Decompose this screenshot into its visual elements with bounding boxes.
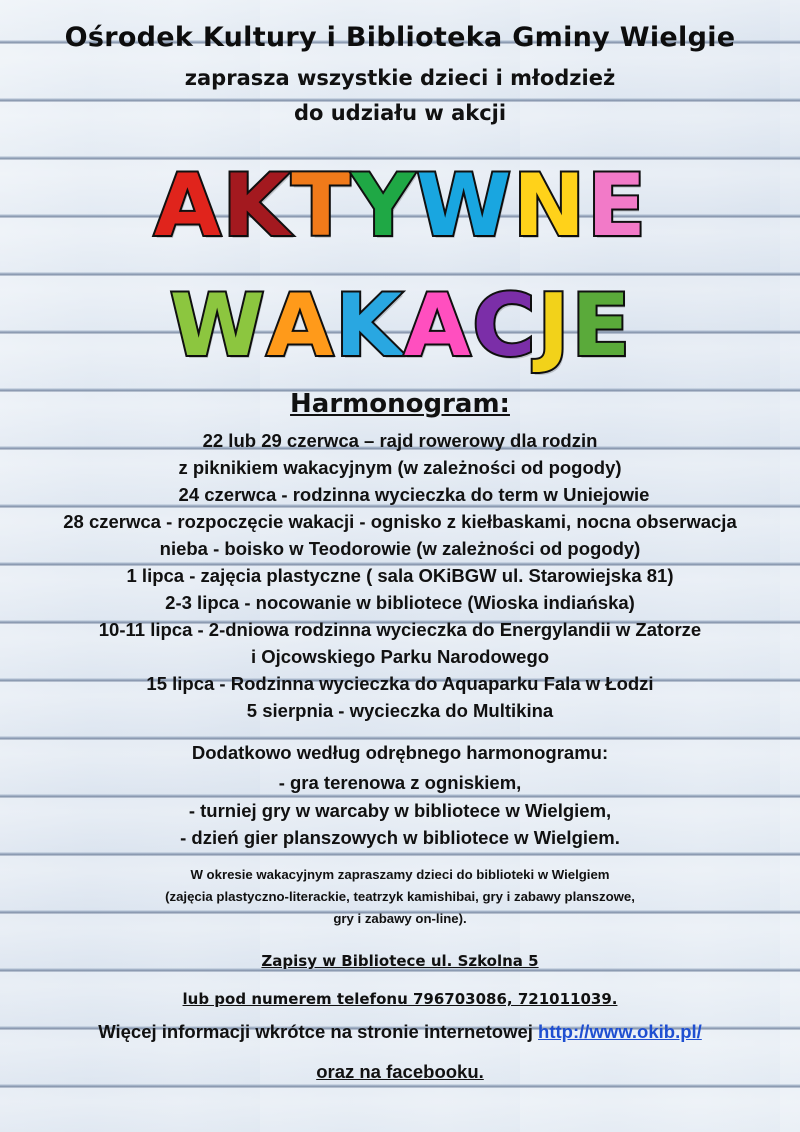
note-line: gry i zabawy on-line).: [333, 911, 467, 926]
title-letter: J: [537, 276, 570, 376]
title-letter: E: [571, 276, 631, 376]
additional-list: [0, 769, 800, 852]
additional-heading: Dodatkowo według odrębnego harmonogramu:: [191, 742, 609, 763]
title-letter: K: [222, 156, 290, 256]
schedule-heading: Harmonogram:: [290, 389, 510, 419]
more-info-text: Więcej informacji wkrótce na stronie internetowej: [98, 1021, 539, 1042]
schedule-line: i Ojcowskiego Parku Narodowego: [250, 646, 550, 667]
title-word-aktywne: [0, 158, 800, 254]
invitation-line: zaprasza wszystkie dzieci i młodzież: [184, 66, 616, 90]
title-letter: W: [169, 276, 265, 376]
title-letter: A: [154, 156, 221, 256]
title-letter: K: [335, 276, 402, 376]
schedule-line: nieba - boisko w Teodorowie (w zależności od pogody): [159, 538, 641, 559]
schedule-line: 15 lipca - Rodzinna wycieczka do Aquaparku Fala w Łodzi: [146, 673, 654, 694]
additional-item: - turniej gry w warcaby w bibliotece w Wielgiem,: [188, 799, 612, 821]
schedule-line: 1 lipca - zajęcia plastyczne ( sala OKiBGW ul. Starowiejska 81): [126, 565, 674, 586]
schedule-line: 10-11 lipca - 2-dniowa rodzinna wycieczka do Energylandii w Zatorze: [98, 619, 702, 640]
title-word-wakacje: [0, 278, 800, 374]
additional-item: - dzień gier planszowych w bibliotece w Wielgiem.: [180, 827, 620, 848]
title-letter: E: [587, 156, 646, 256]
schedule-line: 24 czerwca - rodzinna wycieczka do term w Uniejowie: [178, 484, 650, 505]
title-letter: N: [513, 156, 586, 256]
website-link[interactable]: http://www.okib.pl/: [538, 1021, 702, 1042]
more-info: [0, 1021, 800, 1043]
library-note: [0, 864, 800, 930]
facebook-note: oraz na facebooku.: [316, 1061, 484, 1082]
title-letter: C: [472, 276, 536, 376]
title-letter: T: [291, 156, 350, 256]
signup-phone: lub pod numerem telefonu 796703086, 721011039.: [182, 990, 618, 1008]
organization-title: Ośrodek Kultury i Biblioteka Gminy Wielgie: [64, 22, 736, 53]
additional-item: - gra terenowa z ogniskiem,: [278, 772, 522, 793]
schedule-line: 28 czerwca - rozpoczęcie wakacji - ognisko z kiełbaskami, nocna obserwacja: [63, 511, 737, 532]
note-line: W okresie wakacyjnym zapraszamy dzieci do biblioteki w Wielgiem: [190, 867, 610, 882]
title-letter: A: [403, 276, 471, 376]
note-line: (zajęcia plastyczno-literackie, teatrzyk kamishibai, gry i zabawy planszowe,: [165, 889, 635, 904]
signup-location: Zapisy w Bibliotece ul. Szkolna 5: [261, 952, 539, 970]
title-letter: Y: [352, 156, 415, 256]
schedule-line: z piknikiem wakacyjnym (w zależności od pogody): [178, 457, 622, 478]
title-letter: A: [266, 276, 334, 376]
schedule-line: 22 lub 29 czerwca – rajd rowerowy dla rodzin: [202, 430, 598, 451]
schedule-line: 5 sierpnia - wycieczka do Multikina: [246, 700, 554, 721]
schedule-list: [0, 427, 800, 724]
invitation-line-2: do udziału w akcji: [293, 101, 507, 125]
schedule-line: 2-3 lipca - nocowanie w bibliotece (Wioska indiańska): [165, 592, 635, 613]
title-letter: W: [416, 156, 512, 256]
